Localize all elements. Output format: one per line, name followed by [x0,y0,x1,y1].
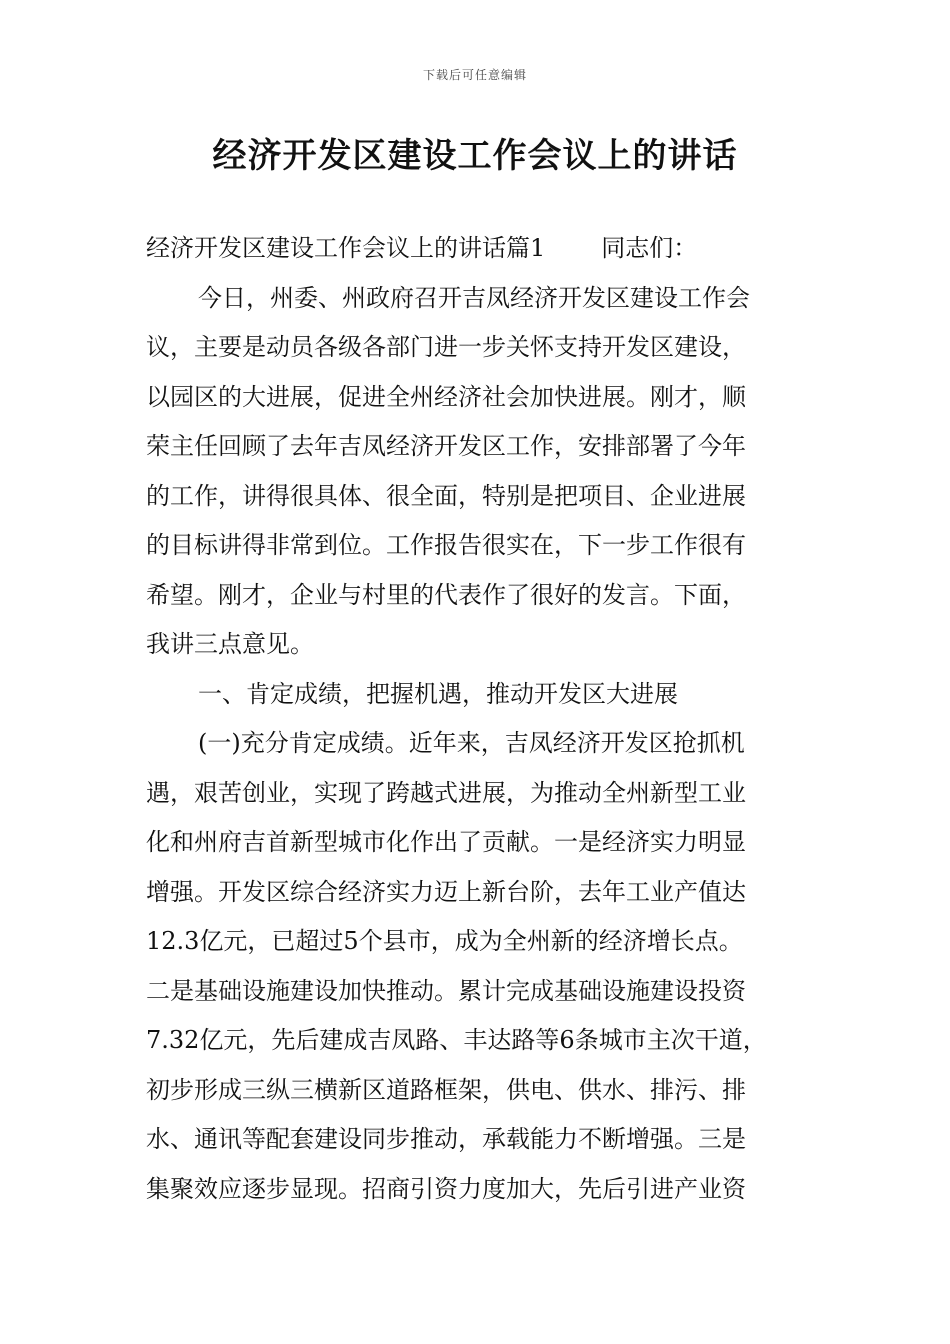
paragraph-line: 7.32亿元，先后建成吉凤路、丰达路等6条城市主次干道， [146,1026,767,1054]
paragraph-line: (一)充分肯定成绩。近年来，吉凤经济开发区抢抓机 [198,729,745,757]
paragraph-line: 以园区的大进展，促进全州经济社会加快进展。刚才，顺 [146,382,746,411]
paragraph-line: 我讲三点意见。 [146,630,314,658]
paragraph-line: 遇，艰苦创业，实现了跨越式进展，为推动全州新型工业 [146,778,746,807]
paragraph-line: 今日，州委、州政府召开吉凤经济开发区建设工作会 [198,283,750,312]
paragraph-line: 增强。开发区综合经济实力迈上新台阶，去年工业产值达 [146,877,746,906]
paragraph-line: 二是基础设施建设加快推动。累计完成基础设施建设投资 [146,976,746,1005]
section-heading: 一、肯定成绩，把握机遇，推动开发区大进展 [198,679,678,708]
paragraph-line: 12.3亿元，已超过5个县市，成为全州新的经济增长点。 [146,927,743,955]
paragraph-line: 的工作，讲得很具体、很全面，特别是把项目、企业进展 [146,481,746,510]
paragraph-line: 议，主要是动员各级各部门进一步关怀支持开发区建设， [146,333,746,361]
paragraph-line: 荣主任回顾了去年吉凤经济开发区工作，安排部署了今年 [146,432,746,460]
salutation: 同志们： [601,234,698,262]
header-note: 下载后可任意编辑 [422,68,527,82]
paragraph-line: 的目标讲得非常到位。工作报告很实在，下一步工作很有 [146,531,746,559]
paragraph-line: 希望。刚才，企业与村里的代表作了很好的发言。下面， [146,580,746,609]
article-heading: 经济开发区建设工作会议上的讲话篇1 [146,234,546,262]
paragraph-line: 水、通讯等配套建设同步推动，承载能力不断增强。三是 [146,1125,746,1153]
paragraph-line: 化和州府吉首新型城市化作出了贡献。一是经济实力明显 [146,828,746,856]
article-heading-line [146,224,826,274]
document-title: 经济开发区建设工作会议上的讲话 [212,136,738,176]
document-body [146,224,826,1214]
paragraph-line: 集聚效应逐步显现。招商引资力度加大，先后引进产业资 [146,1174,746,1203]
paragraph-line: 初步形成三纵三横新区道路框架，供电、供水、排污、排 [146,1075,746,1104]
